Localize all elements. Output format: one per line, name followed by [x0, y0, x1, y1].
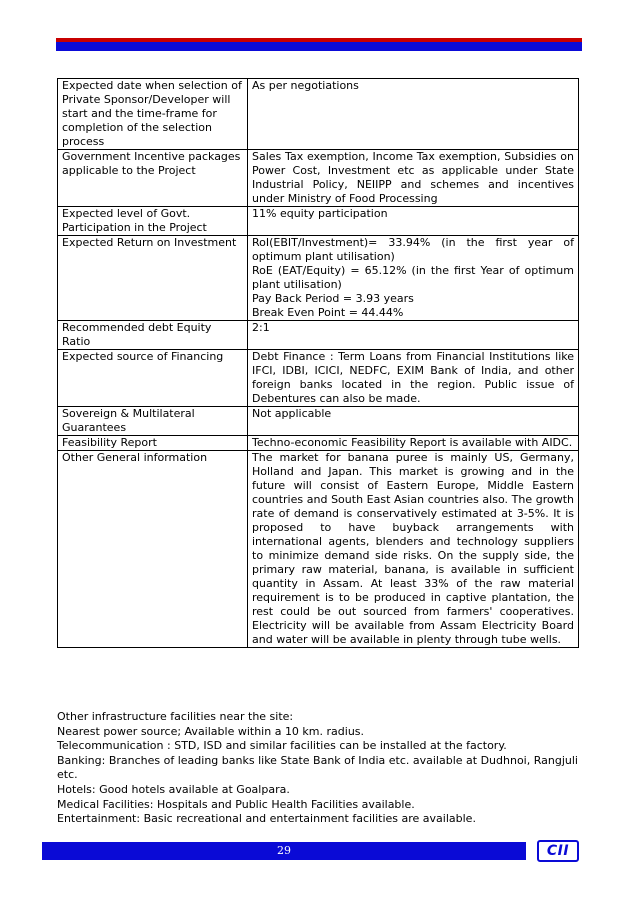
table-row — [58, 321, 579, 350]
infrastructure-section — [57, 710, 582, 827]
row-label: Other General information — [58, 451, 248, 648]
row-label: Sovereign & Multilateral Guarantees — [58, 407, 248, 436]
table-row — [58, 207, 579, 236]
header-rule-blue — [56, 42, 582, 51]
row-label: Expected source of Financing — [58, 350, 248, 407]
table-row — [58, 236, 579, 321]
row-value — [248, 236, 579, 321]
row-label: Government Incentive packages applicable to the Project — [58, 150, 248, 207]
row-label: Expected Return on Investment — [58, 236, 248, 321]
table-row — [58, 79, 579, 150]
break-even-line: Break Even Point = 44.44% — [252, 306, 404, 319]
infrastructure-heading: Other infrastructure facilities near the site: — [57, 710, 294, 723]
row-value: The market for banana puree is mainly US, Germany, Holland and Japan. This market is growing and in the future will consist of Eastern Europe, Middle Eastern countries and South East Asian countries also. The growth rate of demand is conservatively estimated at 3-5%. It is proposed to have buyback arrangements with international agents, blenders and technology suppliers to minimize demand side risks. On the supply side, the primary raw material, banana, is available in sufficient quantity in Assam. At least 33% of the raw material requirement is to be produced in captive plantation, the rest could be out sourced from farmers' cooperatives. Electricity will be available from Assam Electricity Board and water will be available in plenty through tube wells. — [248, 451, 579, 648]
row-value: 2:1 — [248, 321, 579, 350]
banking-line: Banking: Branches of leading banks like State Bank of India etc. available at Dudhnoi, Rangjuli etc. — [57, 753, 578, 782]
page-number: 29 — [277, 844, 291, 857]
table-row — [58, 436, 579, 451]
footer-bar — [42, 842, 526, 860]
row-label: Feasibility Report — [58, 436, 248, 451]
cii-logo: CII — [537, 840, 579, 862]
payback-line: Pay Back Period = 3.93 years — [252, 292, 414, 305]
row-value: Techno-economic Feasibility Report is available with AIDC. — [248, 436, 579, 451]
power-source-line: Nearest power source; Available within a 10 km. radius. — [57, 724, 365, 738]
table-row — [58, 150, 579, 207]
row-label: Recommended debt Equity Ratio — [58, 321, 248, 350]
medical-line: Medical Facilities: Hospitals and Public Health Facilities available. — [57, 797, 415, 811]
hotels-line: Hotels: Good hotels available at Goalpara. — [57, 782, 290, 796]
row-label: Expected date when selection of Private Sponsor/Developer will start and the time-frame for completion of the selection process — [58, 79, 248, 150]
row-value: Not applicable — [248, 407, 579, 436]
telecom-line: Telecommunication : STD, ISD and similar facilities can be installed at the factory. — [57, 739, 507, 753]
entertainment-line: Entertainment: Basic recreational and entertainment facilities are available. — [57, 812, 476, 826]
row-value: As per negotiations — [248, 79, 579, 150]
row-value: Sales Tax exemption, Income Tax exemption, Subsidies on Power Cost, Investment etc as applicable under State Industrial Policy, NEIIPP and schemes and incentives under Ministry of Food Processing — [248, 150, 579, 207]
table-row — [58, 451, 579, 648]
table-row — [58, 407, 579, 436]
roi-line: RoI(EBIT/Investment)= 33.94% (in the first year of optimum plant utilisation) — [252, 236, 574, 263]
header-rule — [56, 38, 582, 51]
row-label: Expected level of Govt. Participation in the Project — [58, 207, 248, 236]
table-row — [58, 350, 579, 407]
roe-line: RoE (EAT/Equity) = 65.12% (in the first Year of optimum plant utilisation) — [252, 264, 574, 291]
row-value: Debt Finance : Term Loans from Financial Institutions like IFCI, IDBI, ICICI, NEDFC, EXIM Bank of India, and other foreign banks located in the region. Public issue of Debentures can also be made. — [248, 350, 579, 407]
project-info-table — [57, 78, 579, 648]
row-value: 11% equity participation — [248, 207, 579, 236]
